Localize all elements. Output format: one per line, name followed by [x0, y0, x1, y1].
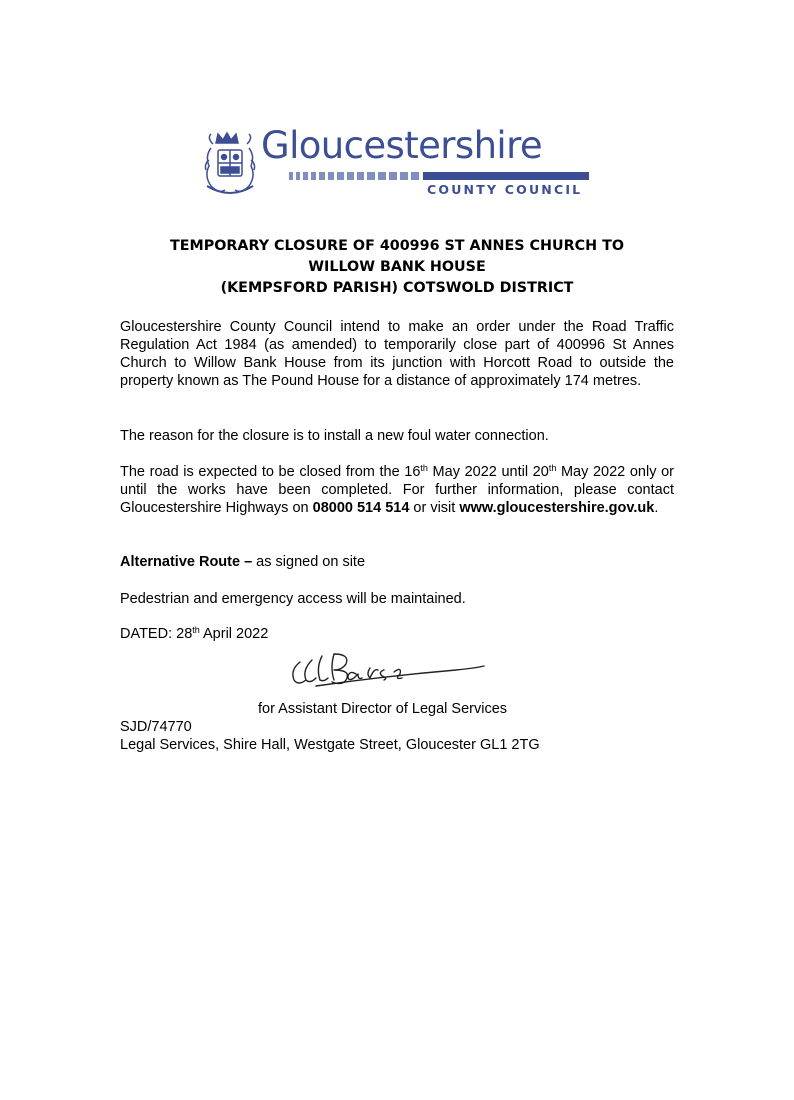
- title-line-2: WILLOW BANK HOUSE: [308, 259, 486, 275]
- coat-of-arms-icon: [203, 130, 257, 198]
- notice-title: [80, 236, 714, 299]
- signature-image: [286, 648, 496, 698]
- title-line-3: (KEMPSFORD PARISH) COTSWOLD DISTRICT: [220, 280, 574, 296]
- logo-bar-graphic: [289, 172, 589, 180]
- reference-number: SJD/74770: [120, 719, 192, 735]
- reason-paragraph: The reason for the closure is to install a new foul water connection.: [120, 428, 549, 444]
- dated-line: DATED: 28th April 2022: [120, 625, 269, 642]
- order-paragraph: Gloucestershire County Council intend to make an order under the Road Traffic Regulation Act 1984 (as amended) to temporarily close part of 400996 St Annes Church to Willow Bank House from its junction with Horcott Road to outside the property known as The Pound House for a distance of approximately 174 metres.: [120, 319, 674, 389]
- logo-wordmark: Gloucestershire: [261, 124, 543, 167]
- council-logo: [203, 124, 593, 198]
- legal-services-address: Legal Services, Shire Hall, Westgate Street, Gloucester GL1 2TG: [120, 737, 540, 753]
- title-line-1: TEMPORARY CLOSURE OF 400996 ST ANNES CHURCH TO: [170, 238, 624, 254]
- logo-subtitle: COUNTY COUNCIL: [427, 182, 583, 197]
- access-paragraph: Pedestrian and emergency access will be maintained.: [120, 591, 466, 607]
- closure-dates-paragraph: The road is expected to be closed from the 16th May 2022 until 20th May 2022 only or until the works have been completed. For further information, please contact Gloucestershire Highways on 08000 514 514 or visit www.gloucestershire.gov.uk.: [120, 463, 674, 516]
- signature-caption: for Assistant Director of Legal Services: [258, 701, 508, 717]
- alternative-route: Alternative Route – as signed on site: [120, 554, 366, 570]
- phone-number: 08000 514 514: [312, 500, 410, 516]
- alternative-route-label: Alternative Route –: [120, 554, 253, 570]
- website-link[interactable]: www.gloucestershire.gov.uk: [459, 500, 655, 516]
